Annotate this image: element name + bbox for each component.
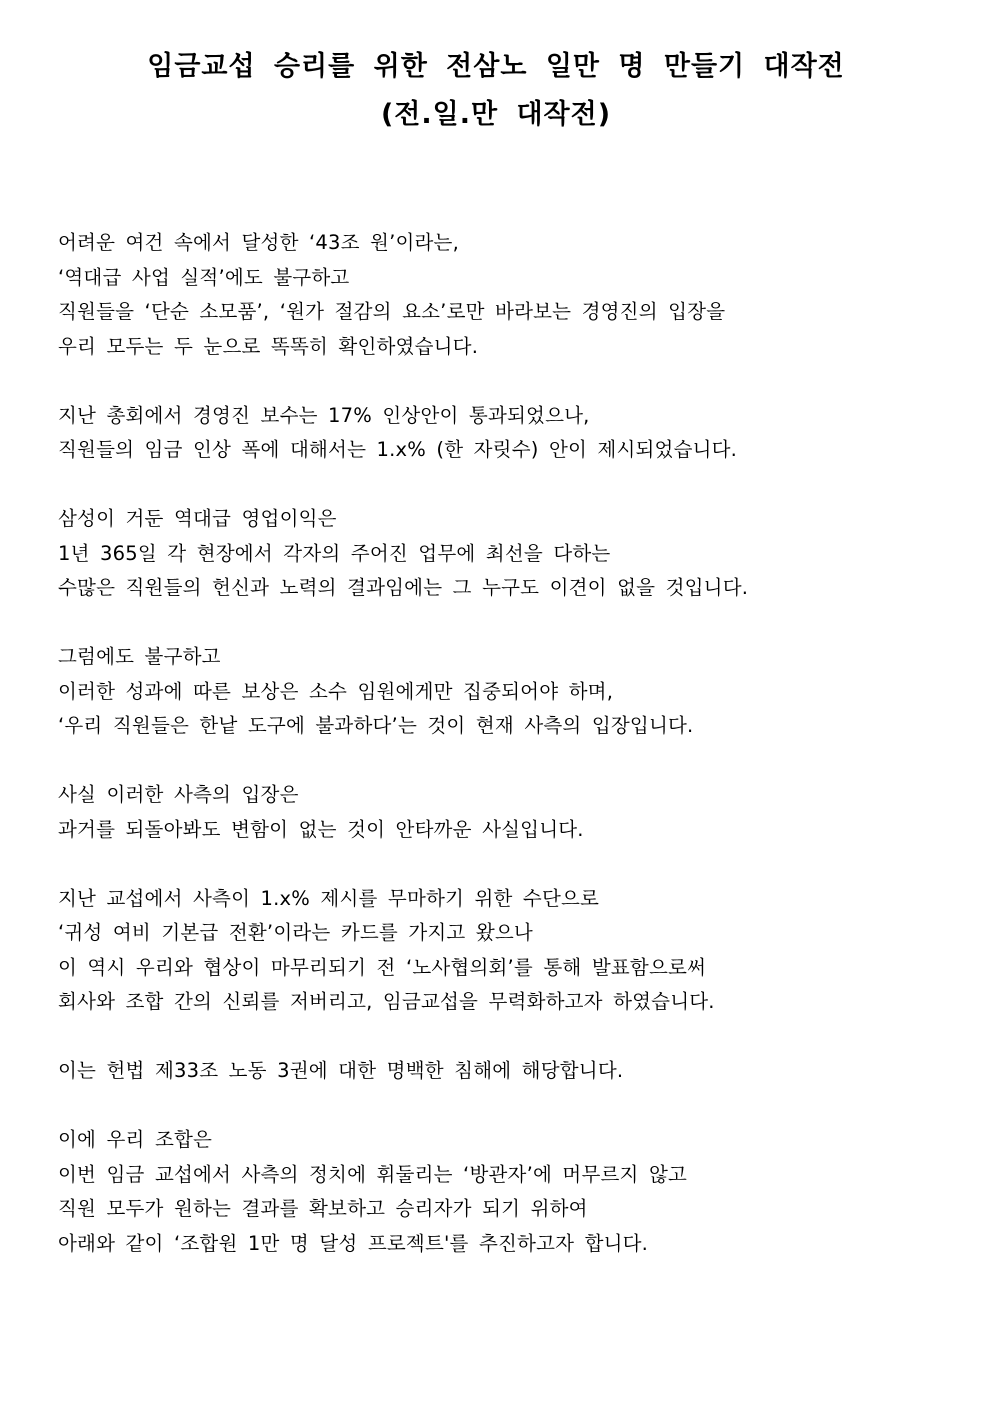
document-title: 임금교섭 승리를 위한 전삼노 일만 명 만들기 대작전 <box>147 51 845 82</box>
text-line: 그럼에도 불구하고 <box>58 645 221 668</box>
text-line: 우리 모두는 두 눈으로 똑똑히 확인하였습니다. <box>58 334 479 358</box>
text-line: 수많은 직원들의 헌신과 노력의 결과임에는 그 누구도 이견이 없을 것입니다. <box>58 576 749 599</box>
text-line: 이에 우리 조합은 <box>58 1128 213 1151</box>
text-line: 지난 총회에서 경영진 보수는 17% 인상안이 통과되었으나, <box>58 403 590 427</box>
text-line: ‘귀성 여비 기본급 전환’이라는 카드를 가지고 왔으나 <box>58 921 533 944</box>
paragraph <box>58 226 958 364</box>
text-line: 이러한 성과에 따른 보상은 소수 임원에게만 집중되어야 하며, <box>58 679 614 703</box>
text-line: 1년 365일 각 현장에서 각자의 주어진 업무에 최선을 다하는 <box>58 541 611 565</box>
text-line: 이는 헌법 제33조 노동 3권에 대한 명백한 침해에 해당합니다. <box>58 1059 624 1082</box>
document-body <box>58 226 958 1296</box>
text-line: 사실 이러한 사측의 입장은 <box>58 783 299 806</box>
text-line: ‘역대급 사업 실적’에도 불구하고 <box>58 265 350 289</box>
document-subtitle: (전.일.만 대작전) <box>380 99 612 130</box>
text-line: 삼성이 거둔 역대급 영업이익은 <box>58 507 337 530</box>
paragraph <box>58 640 958 744</box>
text-line: 이번 임금 교섭에서 사측의 정치에 휘둘리는 ‘방관자’에 머무르지 않고 <box>58 1162 688 1186</box>
text-line: 아래와 같이 ‘조합원 1만 명 달성 프로젝트'를 추진하고자 합니다. <box>58 1231 649 1255</box>
text-line: 지난 교섭에서 사측이 1.x% 제시를 무마하기 위한 수단으로 <box>58 886 600 910</box>
text-line: 어려운 여건 속에서 달성한 ‘43조 원’이라는, <box>58 231 459 254</box>
paragraph <box>58 778 958 847</box>
text-line: 직원들을 ‘단순 소모품’, ‘원가 절감의 요소’로만 바라보는 경영진의 입장을 <box>58 300 726 323</box>
text-line: 직원들의 임금 인상 폭에 대해서는 1.x% (한 자릿수) 안이 제시되었습니다. <box>58 438 738 461</box>
paragraph <box>58 1123 958 1261</box>
text-line: 이 역시 우리와 협상이 마무리되기 전 ‘노사협의회’를 통해 발표함으로써 <box>58 955 707 979</box>
text-line: 직원 모두가 원하는 결과를 확보하고 승리자가 되기 위하여 <box>58 1197 588 1220</box>
text-line: 회사와 조합 간의 신뢰를 저버리고, 임금교섭을 무력화하고자 하였습니다. <box>58 990 715 1013</box>
text-line: 과거를 되돌아봐도 변함이 없는 것이 안타까운 사실입니다. <box>58 817 584 841</box>
paragraph <box>58 502 958 606</box>
paragraph <box>58 399 958 468</box>
text-line: ‘우리 직원들은 한낱 도구에 불과하다’는 것이 현재 사측의 입장입니다. <box>58 714 694 737</box>
paragraph <box>58 1054 958 1089</box>
paragraph <box>58 882 958 1020</box>
